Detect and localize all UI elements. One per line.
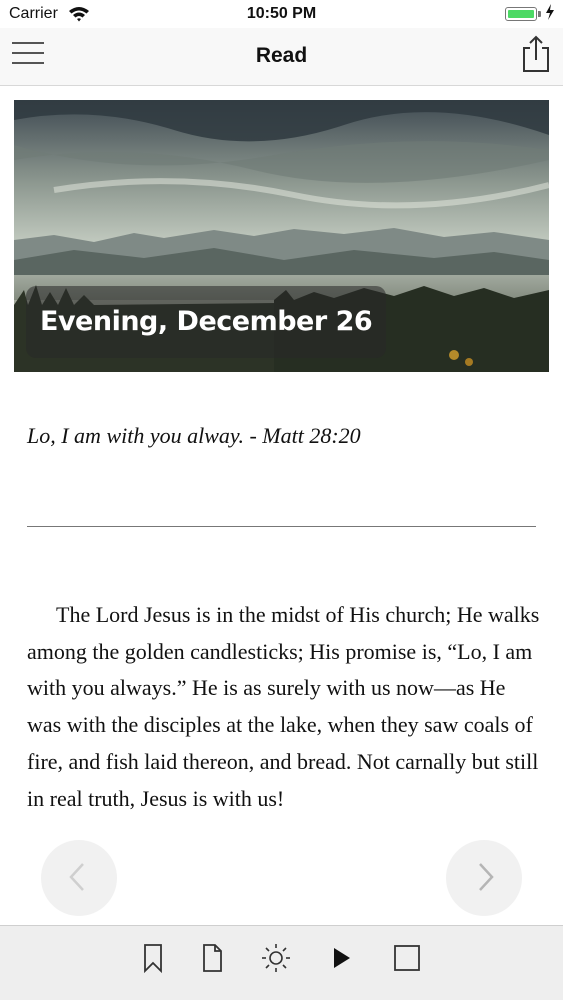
status-bar bbox=[0, 0, 563, 28]
page-title: Read bbox=[255, 44, 308, 67]
carrier-label: Carrier bbox=[9, 5, 58, 22]
stop-icon[interactable] bbox=[391, 942, 421, 974]
passage-paragraph: The Lord Jesus is in the midst of His church; He walks among the golden candlesticks; His promise is, “Lo, I am with you always.” He is as surely with us now—as He was with the disciples at the lake, when they saw coals of fire, and fish laid thereon, and bread. Not carnally but still in real truth, Jesus is with us! bbox=[27, 602, 540, 811]
clock: 10:50 PM bbox=[246, 5, 317, 22]
document-icon[interactable] bbox=[197, 942, 227, 974]
divider bbox=[27, 526, 536, 527]
battery-cap bbox=[538, 11, 541, 17]
navigation-bar bbox=[0, 28, 563, 86]
bookmark-icon[interactable] bbox=[138, 942, 168, 974]
bottom-toolbar bbox=[0, 925, 563, 1000]
date-caption: Evening, December 26 bbox=[26, 286, 386, 358]
share-icon[interactable] bbox=[519, 34, 553, 74]
battery-icon bbox=[505, 7, 537, 21]
previous-page-button[interactable] bbox=[41, 840, 117, 916]
play-icon[interactable] bbox=[326, 942, 356, 974]
brightness-icon[interactable] bbox=[261, 942, 291, 974]
devotional-passage bbox=[27, 597, 542, 817]
next-page-button[interactable] bbox=[446, 840, 522, 916]
chevron-left-icon bbox=[69, 862, 85, 892]
bolt-icon bbox=[545, 4, 555, 20]
scripture-verse: Lo, I am with you alway. - Matt 28:20 bbox=[27, 423, 361, 448]
header-image bbox=[14, 100, 549, 372]
chevron-right-icon bbox=[478, 862, 494, 892]
